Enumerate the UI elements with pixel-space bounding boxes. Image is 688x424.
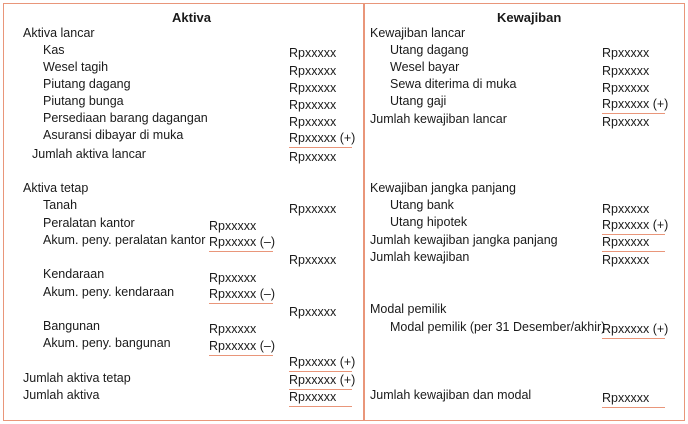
jumlah-kewajiban-dan-modal-label: Jumlah kewajiban dan modal <box>370 388 532 402</box>
tanah-value: Rpxxxxx <box>289 202 337 216</box>
jumlah-aktiva-label: Jumlah aktiva <box>23 388 100 402</box>
jumlah-aktiva-tetap-value: Rpxxxxx (+) <box>289 373 352 390</box>
piutang-dagang-label: Piutang dagang <box>43 77 131 91</box>
asuransi-label: Asuransi dibayar di muka <box>43 128 184 142</box>
modal-pemilik-value: Rpxxxxx (+) <box>602 322 665 339</box>
kas-value: Rpxxxxx <box>289 46 337 60</box>
peralatan-label: Peralatan kantor <box>43 216 135 230</box>
utang-gaji-label: Utang gaji <box>390 94 447 108</box>
utang-hipotek-value: Rpxxxxx (+) <box>602 218 665 235</box>
net-kendaraan-value: Rpxxxxx <box>289 305 337 319</box>
wesel-bayar-value: Rpxxxxx <box>602 64 650 78</box>
wesel-tagih-value: Rpxxxxx <box>289 64 337 78</box>
jumlah-aktiva-value: Rpxxxxx <box>289 390 352 407</box>
persediaan-value: Rpxxxxx <box>289 115 337 129</box>
jumlah-kewajiban-jangka-panjang-label: Jumlah kewajiban jangka panjang <box>370 233 558 247</box>
utang-hipotek-label: Utang hipotek <box>390 215 468 229</box>
akum-peralatan-value: Rpxxxxx (–) <box>209 235 273 252</box>
akum-peralatan-label: Akum. peny. peralatan kantor <box>43 233 206 247</box>
bangunan-value: Rpxxxxx <box>209 322 257 336</box>
peralatan-value: Rpxxxxx <box>209 219 257 233</box>
utang-dagang-value: Rpxxxxx <box>602 46 650 60</box>
utang-dagang-label: Utang dagang <box>390 43 469 57</box>
akum-bangunan-value: Rpxxxxx (–) <box>209 339 273 356</box>
jumlah-kewajiban-value: Rpxxxxx <box>602 253 650 267</box>
utang-bank-label: Utang bank <box>390 198 454 212</box>
kendaraan-label: Kendaraan <box>43 267 105 281</box>
net-bangunan-value: Rpxxxxx (+) <box>289 355 352 372</box>
aktiva-lancar-heading: Aktiva lancar <box>23 26 95 40</box>
wesel-tagih-label: Wesel tagih <box>43 60 109 74</box>
persediaan-label: Persediaan barang dagangan <box>43 111 208 125</box>
modal-pemilik-heading: Modal pemilik <box>370 302 447 316</box>
sewa-value: Rpxxxxx <box>602 81 650 95</box>
kewajiban-jangka-panjang-heading: Kewajiban jangka panjang <box>370 181 516 195</box>
jumlah-kewajiban-lancar-label: Jumlah kewajiban lancar <box>370 112 507 126</box>
bangunan-label: Bangunan <box>43 319 101 333</box>
tanah-label: Tanah <box>43 198 78 212</box>
kas-label: Kas <box>43 43 65 57</box>
akum-kendaraan-value: Rpxxxxx (–) <box>209 287 273 304</box>
akum-kendaraan-label: Akum. peny. kendaraan <box>43 285 175 299</box>
wesel-bayar-label: Wesel bayar <box>390 60 460 74</box>
utang-bank-value: Rpxxxxx <box>602 202 650 216</box>
piutang-bunga-label: Piutang bunga <box>43 94 124 108</box>
kewajiban-lancar-heading: Kewajiban lancar <box>370 26 466 40</box>
jumlah-aktiva-tetap-label: Jumlah aktiva tetap <box>23 371 131 385</box>
jumlah-kewajiban-jangka-panjang-value: Rpxxxxx <box>602 235 665 252</box>
jumlah-kewajiban-dan-modal-value: Rpxxxxx <box>602 391 665 408</box>
piutang-bunga-value: Rpxxxxx <box>289 98 337 112</box>
aktiva-tetap-heading: Aktiva tetap <box>23 181 89 195</box>
asuransi-value: Rpxxxxx (+) <box>289 131 352 148</box>
jumlah-aktiva-lancar-label: Jumlah aktiva lancar <box>32 147 146 161</box>
kewajiban-title: Kewajiban <box>497 10 562 25</box>
jumlah-aktiva-lancar-value: Rpxxxxx <box>289 150 337 164</box>
utang-gaji-value: Rpxxxxx (+) <box>602 97 665 114</box>
net-peralatan-value: Rpxxxxx <box>289 253 337 267</box>
kendaraan-value: Rpxxxxx <box>209 271 257 285</box>
modal-pemilik-label: Modal pemilik (per 31 Desember/akhir) <box>390 320 606 334</box>
jumlah-kewajiban-label: Jumlah kewajiban <box>370 250 470 264</box>
sewa-label: Sewa diterima di muka <box>390 77 517 91</box>
jumlah-kewajiban-lancar-value: Rpxxxxx <box>602 115 650 129</box>
aktiva-title: Aktiva <box>172 10 212 25</box>
akum-bangunan-label: Akum. peny. bangunan <box>43 336 171 350</box>
piutang-dagang-value: Rpxxxxx <box>289 81 337 95</box>
